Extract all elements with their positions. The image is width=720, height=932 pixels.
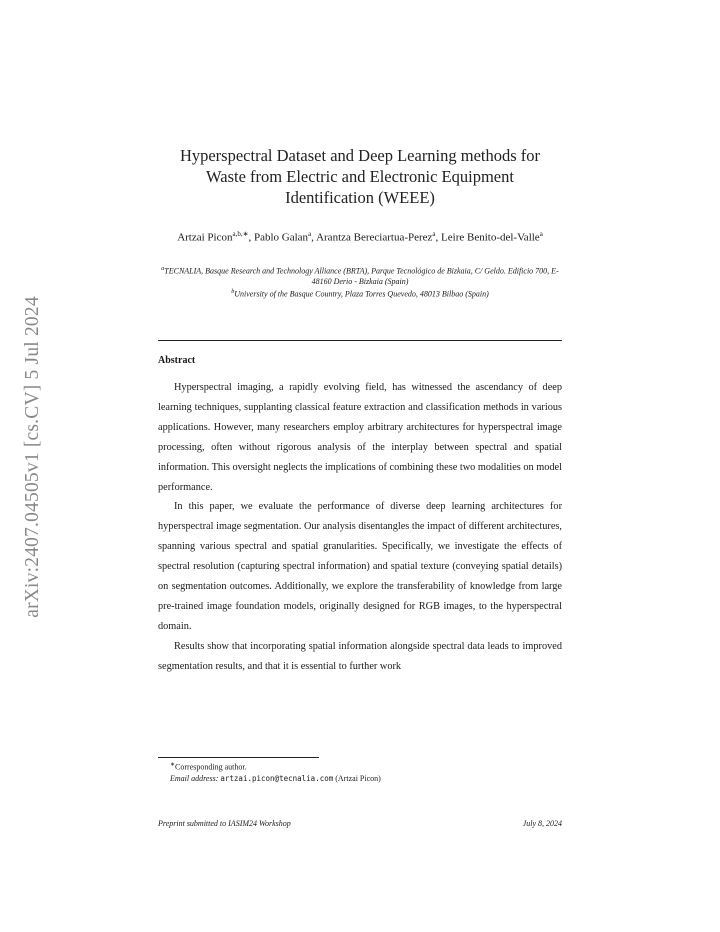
author-affiliation-mark: a: [539, 230, 543, 238]
corresponding-author-text: Corresponding author.: [175, 762, 247, 772]
footnotes: [170, 760, 381, 784]
affiliation-mark: b: [231, 288, 235, 295]
abstract-body: [158, 378, 562, 677]
author-affiliation-mark: a,b,∗: [232, 230, 249, 238]
affiliation-text: TECNALIA, Basque Research and Technology Alliance (BRTA), Parque Tecnológico de Bizkaia, C/ Geldo. Edificio 700, E-48160 Derio - Bizkaia (Spain): [164, 266, 559, 286]
abstract-heading: Abstract: [158, 355, 196, 366]
footnote-divider: [158, 757, 319, 758]
title-line: Identification (WEEE): [285, 188, 435, 207]
abstract-paragraph: In this paper, we evaluate the performance of diverse deep learning architectures for hyperspectral image segmentation. Our analysis disentangles the impact of different architectures, spanning various spectral and spatial granularities. Specifically, we investigate the effects of spectral resolution (capturing spectral information) and spatial texture (conveying spatial details) on segmentation outcomes. Additionally, we explore the transferability of knowledge from large pre-trained image foundation models, originally designed for RGB images, to the hyperspectral domain.: [158, 501, 562, 632]
preprint-note: Preprint submitted to IASIM24 Workshop: [158, 819, 291, 828]
email-label: Email address:: [170, 773, 219, 783]
title-line: Waste from Electric and Electronic Equipment: [206, 167, 514, 186]
abstract-divider: [158, 340, 562, 341]
arxiv-side-stamp: [13, 262, 53, 652]
title-line: Hyperspectral Dataset and Deep Learning methods for: [179, 146, 541, 165]
author-name: Leire Benito-del-Valle: [441, 231, 540, 244]
submission-date: July 8, 2024: [522, 819, 562, 828]
email-note: [170, 773, 381, 784]
paper-title: [158, 145, 562, 208]
author-name: Artzai Picon: [177, 231, 233, 244]
corresponding-author-note: [170, 760, 381, 773]
affiliation-a: [158, 264, 562, 287]
author-affiliation-mark: a: [432, 230, 436, 238]
author-list: Artzai Picon$^{a,b,∗}$, Pablo Galan$^a$, Arantza Bereciartua-Perez$^a$, Leire Benito-del-Valle$^a$: [177, 230, 543, 244]
author-name: Pablo Galan: [253, 231, 309, 244]
affiliations: [158, 264, 562, 299]
affiliation-text: University of the Basque Country, Plaza Torres Quevedo, 48013 Bilbao (Spain): [234, 289, 489, 299]
affiliation-mark: a: [161, 266, 165, 272]
abstract-paragraph: Results show that incorporating spatial information alongside spectral data leads to improved segmentation results, and that it is essential to further work: [158, 640, 562, 672]
email-address-link[interactable]: artzai.picon@tecnalia.com: [220, 773, 334, 783]
footnote-mark: ∗: [170, 762, 176, 768]
author-affiliation-mark: a: [308, 230, 312, 238]
author-name: Arantza Bereciartua-Perez: [316, 231, 433, 244]
affiliation-b: [158, 287, 562, 300]
page-footer: [158, 819, 562, 828]
abstract-paragraph: Hyperspectral imaging, a rapidly evolving field, has witnessed the ascendancy of deep learning techniques, supplanting classical feature extraction and classification methods in various applications. However, many researchers employ arbitrary architectures for hyperspectral image processing, often without rigorous analysis of the interplay between spectral and spatial information. This oversight neglects the implications of combining these two modalities on model performance.: [158, 382, 562, 493]
email-owner: (Artzai Picon): [335, 773, 381, 783]
arxiv-identifier: arXiv:2407.04505v1 [cs.CV] 5 Jul 2024: [22, 296, 44, 618]
